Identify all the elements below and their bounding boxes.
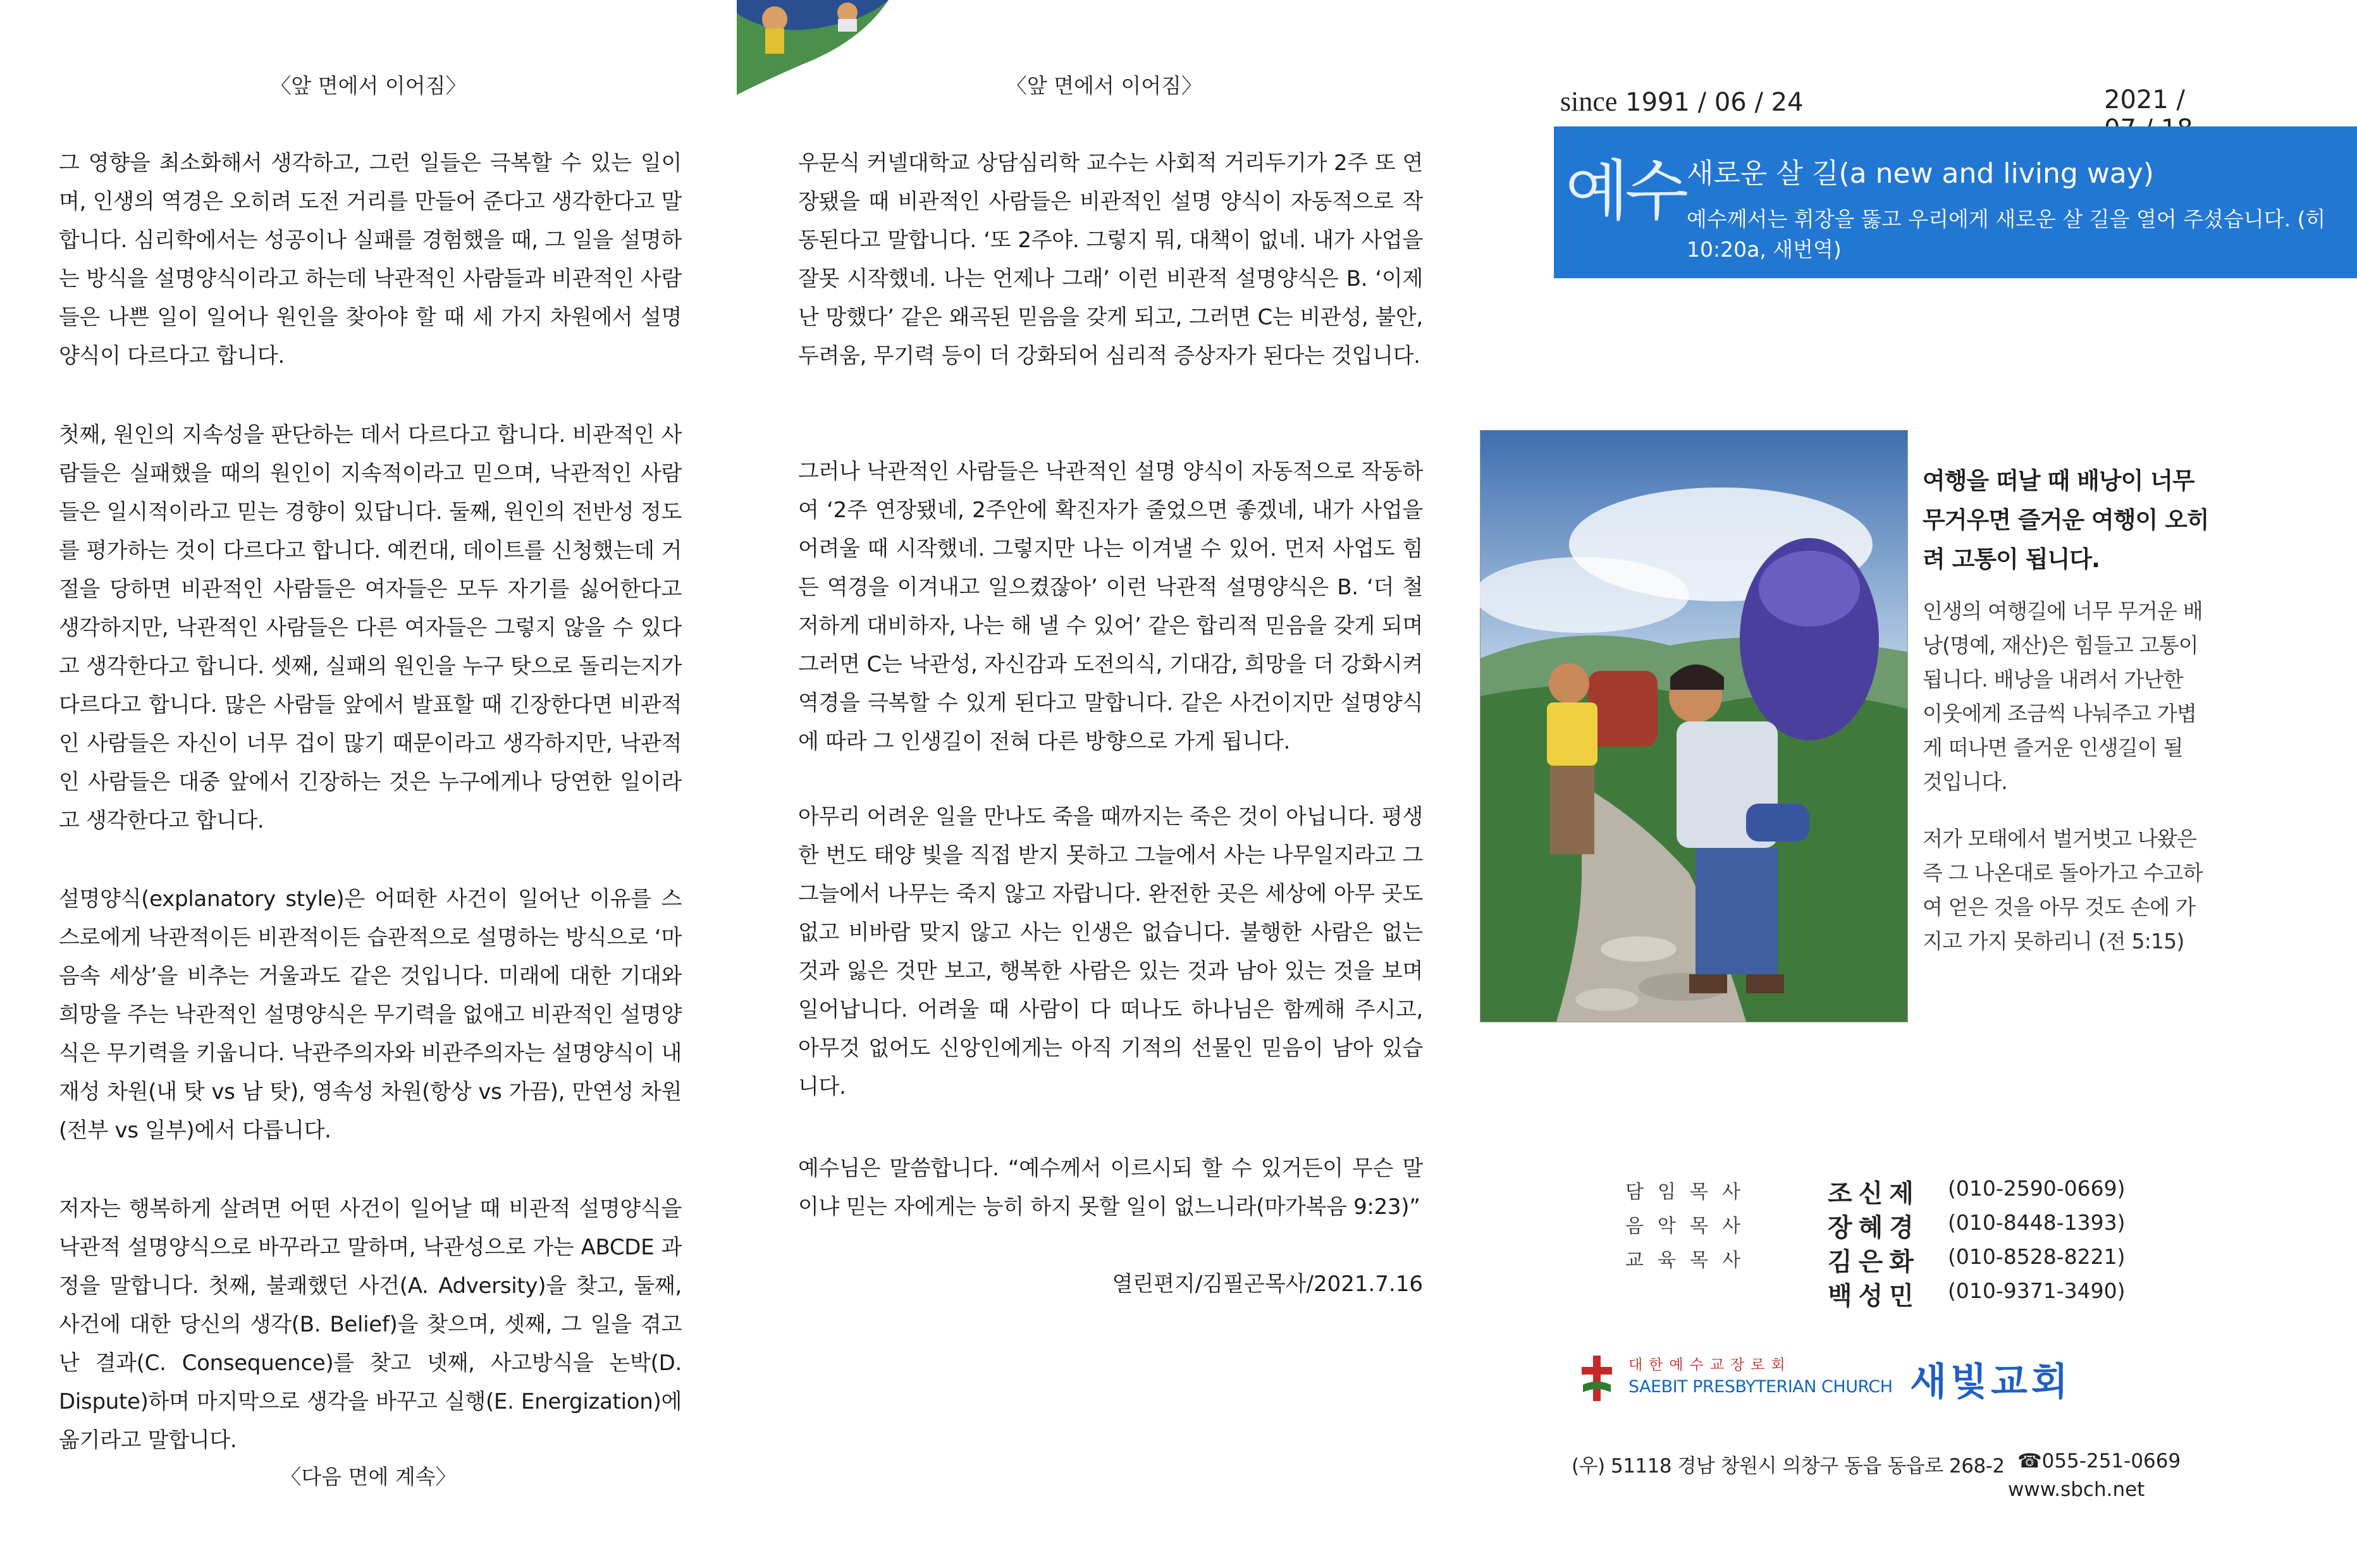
church-address: (우) 51118 경남 창원시 의창구 동읍 동읍로 268-2 [1572,1455,2005,1478]
since-word: since [1560,86,1618,117]
paragraph: 그 영향을 최소화해서 생각하고, 그런 일들은 극복할 수 있는 일이며, 인생의 역경은 오히려 도전 거리를 만들어 준다고 생각한다고 말합니다. 심리학에서는 성공이나 실패를 경험했을 때, 그 일을 설명하는 방식을 설명양식이라고 하는데 낙관적인 사람들과 비관적인 사람들은 나쁜 일이 일어나 원인을 찾아야 할 때 세 가지 차원에서 설명양식이 다르다고 합니다. [59,150,682,369]
church-phone: ☎055-251-0669 [2017,1450,2181,1473]
church-website[interactable]: www.sbch.net [2008,1478,2145,1501]
paragraph: 아무리 어려운 일을 만나도 죽을 때까지는 죽은 것이 아닙니다. 평생 한 번도 태양 빛을 직접 받지 못하고 그늘에서 사는 나무일지라고 그 그늘에서 나무는 죽지 않고 자랍니다. 완전한 곳은 세상에 아무 곳도 없고 비바람 맞지 않고 사는 인생은 없습니다. 불행한 사람은 없는 것과 잃은 것만 보고, 행복한 사람은 있는 것과 남아 있는 것을 보며 일어납니다. 어려울 때 사람이 다 떠나도 하나님은 함께해 주시고, 아무것 없어도 신앙인에게는 아직 기적의 선물인 믿음이 남아 있습니다. [798,804,1423,1099]
staff-row [1625,1210,2194,1244]
paragraph: 저자는 행복하게 살려면 어떤 사건이 일어날 때 비관적 설명양식을 낙관적 설명양식으로 바꾸라고 말하며, 낙관성으로 가는 ABCDE 과정을 말합니다. 첫째, 불쾌했던 사건(A. Adversity)을 찾고, 둘째, 사건에 대한 당신의 생각(B. Belief)을 찾으며, 셋째, 그 일을 겪고 난 결과(C. Consequence)를 찾고 넷째, 사고방식을 논박(D. Dispute)하며 마지막으로 생각을 바꾸고 실행(E. Energization)에 옮기라고 말합니다. [59,1196,682,1453]
staff-name: 백성민 [1828,1282,1920,1311]
banner-title: 새로운 살 길(a new and living way) [1687,157,2154,190]
denomination: 대한예수교장로회 [1628,1357,1792,1373]
staff-role: 교육목사 [1625,1249,1754,1271]
staff-name: 김은화 [1828,1247,1920,1277]
banner-logo: 예수 [1565,152,1685,230]
paragraph: 첫째, 원인의 지속성을 판단하는 데서 다르다고 합니다. 비관적인 사람들은 실패했을 때의 원인이 지속적이라고 믿으며, 낙관적인 사람들은 일시적이라고 믿는 경향이 있답니다. 둘째, 원인의 전반성 정도를 평가하는 것이 다르다고 합니다. 예컨대, 데이트를 신청했는데 거절을 당하면 비관적인 사람들은 여자들은 모두 자기를 싫어한다고 생각하지만, 낙관적인 사람들은 다른 여자들은 그렇지 않을 수 있다고 생각한다고 합니다. 셋째, 실패의 원인을 누구 탓으로 돌리는지가 다르다고 합니다. 많은 사람들 앞에서 발표할 때 긴장한다면 비관적인 사람들은 자신이 너무 겁이 많기 때문이라고 생각하지만, 낙관적인 사람들은 대중 앞에서 긴장하는 것은 누구에게나 당연한 일이라고 생각한다고 합니다. [59,422,682,833]
church-name: 새빛교회 [1910,1360,2072,1404]
since-line [1560,85,1804,118]
hikers-illustration [1480,430,1908,1022]
church-cross-icon [1578,1353,1616,1404]
signature: 열린편지/김필곤목사/2021.7.16 [1112,1271,1423,1297]
paragraph: 설명양식(explanatory style)은 어떠한 사건이 일어난 이유를 스스로에게 낙관적이든 비관적이든 습관적으로 설명하는 방식으로 ‘마음속 세상’을 비추는 거울과도 같은 것입니다. 미래에 대한 기대와 희망을 주는 낙관적인 설명양식은 무기력을 없애고 비관적인 설명양식은 무기력을 키웁니다. 낙관주의자와 비관주의자는 설명양식이 내재성 차원(내 탓 vs 남 탓), 영속성 차원(항상 vs 가끔), 만연성 차원(전부 vs 일부)에서 다릅니다. [59,886,682,1143]
church-english-name: SAEBIT PRESBYTERIAN CHURCH [1628,1377,1893,1397]
staff-role: 음악목사 [1625,1215,1754,1237]
staff-phone: (010-8448-1393) [1948,1210,2126,1235]
paragraph: 우문식 커넬대학교 상담심리학 교수는 사회적 거리두기가 2주 또 연장됐을 때 비관적인 사람들은 비관적인 설명 양식이 자동적으로 작동된다고 말합니다. ‘또 2주야. 그렇지 뭐, 대책이 없네. 내가 사업을 잘못 시작했네. 나는 언제나 그래’ 이런 비관적 설명양식은 B. ‘이제 난 망했다’ 같은 왜곡된 믿음을 갖게 되고, 그러면 C는 비관성, 불안, 두려움, 무기력 등이 더 강화되어 심리적 증상자가 된다는 것입니다. [798,150,1423,369]
staff-name: 조신제 [1828,1179,1920,1208]
staff-role: 담임목사 [1625,1181,1754,1203]
paragraph: 예수님은 말씀합니다. “예수께서 이르시되 할 수 있거든이 무슨 말이냐 믿는 자에게는 능히 하지 못할 일이 없느니라(마가복음 9:23)” [798,1156,1423,1220]
callout-title: 여행을 떠날 때 배낭이 너무 무거우면 즐거운 여행이 오히려 고통이 됩니다. [1923,467,2209,573]
page-left [0,0,737,1568]
staff-name: 장혜경 [1828,1213,1920,1242]
continued-from-front: 〈앞 면에서 이어짐〉 [1006,73,1203,98]
issue-date: 2021 / [2104,85,2185,114]
continued-from-front: 〈앞 면에서 이어짐〉 [270,73,467,98]
continued-next-page: 〈다음 면에 계속〉 [280,1464,457,1489]
church-identity [1578,1353,2185,1416]
staff-row [1625,1244,2194,1278]
paragraph: 그러나 낙관적인 사람들은 낙관적인 설명 양식이 자동적으로 작동하여 ‘2주 연장됐네, 2주안에 확진자가 줄었으면 좋겠네, 내가 사업을 어려울 때 시작했네. 그렇지만 나는 이겨낼 수 있어. 먼저 사업도 힘든 역경을 이겨내고 일으켰잖아’ 이런 낙관적 설명양식은 B. ‘더 철저하게 대비하자, 나는 해 낼 수 있어’ 같은 합리적 믿음을 갖게 되며 그러면 C는 낙관성, 자신감과 도전의식, 기대감, 희망을 더 강화시켜 역경을 극복할 수 있게 된다고 말합니다. 같은 사건이지만 설명양식에 따라 그 인생길이 전혀 다른 방향으로 가게 됩니다. [798,459,1423,754]
since-date: 1991 / 06 / 24 [1625,88,1804,117]
banner-text: 예수께서는 휘장을 뚫고 우리에게 새로운 살 길을 열어 주셨습니다. (히 10:20a, 새번역) [1687,207,2326,262]
staff-phone: (010-2590-0669) [1948,1176,2126,1201]
staff-phone: (010-9371-3490) [1948,1278,2126,1303]
staff-row [1625,1278,2194,1313]
staff-phone: (010-8528-8221) [1948,1244,2126,1269]
theme-banner [1554,126,2357,278]
callout-body: 인생의 여행길에 너무 무거운 배낭(명예, 재산)은 힘들고 고통이 됩니다. 배낭을 내려서 가난한 이웃에게 조금씩 나눠주고 가볍게 떠나면 즐거운 인생길이 될 것입니다. [1923,599,2203,794]
page-middle [737,0,1472,1568]
staff-row [1625,1176,2194,1210]
bible-verse: 저가 모태에서 벌거벗고 나왔은즉 그 나온대로 돌아가고 수고하여 얻은 것을 아무 것도 손에 가지고 가지 못하리니 (전 5:15) [1923,826,2203,953]
